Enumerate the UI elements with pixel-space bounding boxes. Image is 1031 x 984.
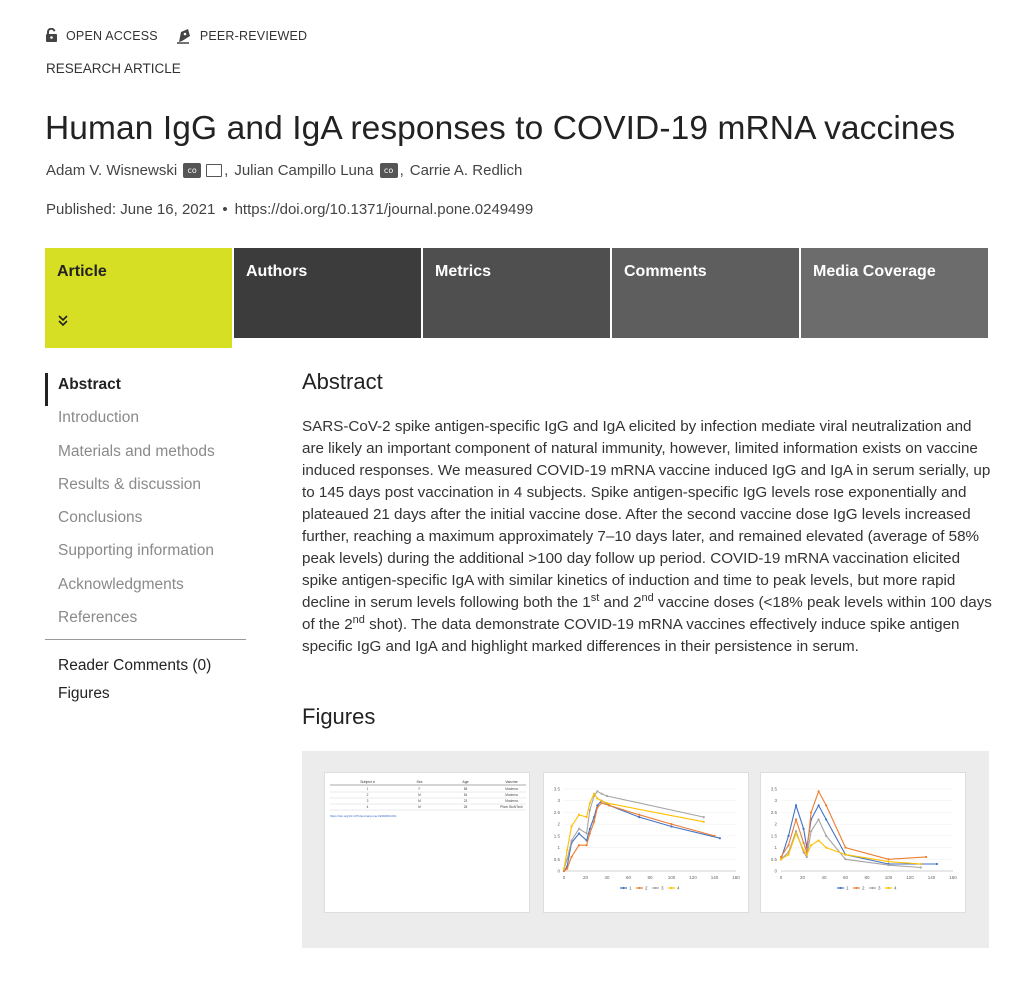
tab-metrics[interactable] bbox=[423, 248, 610, 338]
data-point bbox=[825, 804, 827, 806]
nav-item-supporting-information[interactable]: Supporting information bbox=[58, 542, 214, 560]
y-tick-label: 1.5 bbox=[770, 833, 777, 839]
table-cell: 2 bbox=[366, 793, 369, 797]
nav-item-results-discussion[interactable]: Results & discussion bbox=[58, 475, 202, 493]
y-tick-label: 0 bbox=[774, 868, 777, 874]
superscript: st bbox=[590, 591, 600, 604]
legend-label: 4 bbox=[677, 885, 680, 891]
data-point bbox=[920, 863, 922, 865]
nav-item-references[interactable]: References bbox=[58, 609, 138, 627]
series-line bbox=[781, 820, 921, 868]
data-point bbox=[563, 870, 565, 872]
figure-thumbnail-table[interactable] bbox=[324, 772, 530, 913]
data-point bbox=[887, 861, 889, 863]
data-point bbox=[589, 832, 591, 834]
data-point bbox=[566, 858, 568, 860]
series-line bbox=[564, 791, 704, 868]
y-tick-label: 2 bbox=[774, 821, 777, 827]
table-header-cell: Vaccine bbox=[505, 780, 518, 784]
series-line bbox=[781, 805, 937, 864]
x-tick-label: 20 bbox=[582, 875, 589, 880]
legend-label: 4 bbox=[894, 885, 897, 891]
data-point bbox=[795, 818, 797, 820]
data-point bbox=[578, 814, 580, 816]
author-name[interactable]: Julian Campillo Luna bbox=[234, 162, 374, 179]
data-point bbox=[787, 854, 789, 856]
x-tick-label: 100 bbox=[667, 875, 676, 880]
superscript: nd bbox=[641, 591, 654, 604]
x-tick-label: 140 bbox=[710, 875, 719, 880]
publication-info bbox=[46, 201, 533, 218]
table-cell: 4 bbox=[366, 805, 369, 809]
nav-item-abstract[interactable]: Abstract bbox=[45, 373, 246, 406]
series-line bbox=[564, 803, 715, 871]
data-point bbox=[703, 821, 705, 823]
data-point bbox=[670, 825, 672, 827]
table-cell: 23 bbox=[463, 799, 468, 803]
iga-chart bbox=[761, 773, 966, 913]
x-tick-label: 160 bbox=[949, 875, 957, 880]
pen-icon bbox=[176, 27, 192, 44]
x-tick-label: 40 bbox=[821, 875, 827, 880]
open-access-badge bbox=[45, 28, 158, 43]
tab-label: Metrics bbox=[435, 263, 492, 280]
article-title: Human IgG and IgA responses to COVID-19 mRNA vaccines bbox=[45, 110, 956, 147]
article-tabs bbox=[45, 248, 988, 348]
nav-item-acknowledgments[interactable]: Acknowledgments bbox=[58, 575, 184, 593]
x-tick-label: 60 bbox=[625, 875, 632, 880]
data-point bbox=[563, 868, 565, 870]
mail-icon[interactable] bbox=[206, 164, 222, 177]
abstract-part: shot). The data demonstrate COVID-19 mRNA vaccines effectively induce spike antigen specific IgG and IgA and highlight marked differences in their persistence in serum. bbox=[302, 616, 960, 655]
data-point bbox=[578, 828, 580, 830]
data-point bbox=[606, 802, 608, 804]
y-tick-label: 0 bbox=[557, 868, 560, 874]
data-point bbox=[601, 800, 603, 802]
data-point bbox=[596, 790, 598, 792]
doi-link[interactable]: https://doi.org/10.1371/journal.pone.0249499 bbox=[234, 201, 534, 218]
x-tick-label: 40 bbox=[604, 875, 610, 880]
y-tick-label: 0.5 bbox=[553, 856, 560, 862]
data-point bbox=[787, 835, 789, 837]
superscript: nd bbox=[352, 613, 365, 626]
data-point bbox=[818, 818, 820, 820]
table-cell: 1 bbox=[366, 787, 369, 791]
x-tick-label: 20 bbox=[799, 875, 806, 880]
peer-reviewed-label: PEER-REVIEWED bbox=[199, 28, 308, 43]
table-header-cell: Subject # bbox=[360, 780, 375, 784]
chevron-down-icon bbox=[57, 315, 232, 329]
table-cell: Moderna bbox=[505, 799, 518, 803]
data-point bbox=[780, 856, 782, 858]
data-point bbox=[596, 797, 598, 799]
data-point bbox=[795, 832, 797, 834]
author-list bbox=[46, 162, 522, 179]
data-point bbox=[585, 816, 587, 818]
tab-article[interactable] bbox=[45, 248, 232, 348]
author-name[interactable]: Adam V. Wisnewski bbox=[46, 162, 178, 179]
series-line bbox=[564, 794, 704, 869]
figures-heading: Figures bbox=[302, 704, 376, 729]
nav-item-conclusions[interactable]: Conclusions bbox=[58, 509, 143, 527]
y-tick-label: 3.5 bbox=[553, 786, 560, 792]
data-point bbox=[713, 835, 715, 837]
data-point bbox=[887, 858, 889, 860]
legend-marker bbox=[887, 887, 889, 889]
y-tick-label: 3.5 bbox=[770, 786, 777, 792]
table-cell: 58 bbox=[463, 787, 468, 791]
data-point bbox=[589, 809, 591, 811]
data-point bbox=[795, 830, 797, 832]
abstract-part: and 2 bbox=[599, 594, 642, 611]
table-doi-link: https://doi.org/10.1371/journal.pone.0249499.t001 bbox=[330, 814, 397, 818]
data-point bbox=[844, 854, 846, 856]
data-point bbox=[593, 821, 595, 823]
data-point bbox=[806, 856, 808, 858]
data-point bbox=[810, 811, 812, 813]
data-point bbox=[608, 804, 610, 806]
data-point bbox=[578, 832, 580, 834]
data-point bbox=[818, 790, 820, 792]
data-point bbox=[670, 823, 672, 825]
nav-divider bbox=[45, 639, 246, 640]
table-header-cell: Sex bbox=[416, 780, 423, 784]
tab-label: Authors bbox=[246, 263, 308, 280]
table-cell: 28 bbox=[463, 805, 468, 809]
data-point bbox=[593, 793, 595, 795]
co-author-icon: co bbox=[380, 163, 398, 178]
legend-marker bbox=[670, 887, 672, 889]
table-thumbnail-image bbox=[325, 773, 530, 913]
legend-label: 1 bbox=[629, 885, 632, 891]
legend-marker bbox=[871, 887, 873, 889]
data-point bbox=[601, 793, 603, 795]
data-point bbox=[936, 863, 938, 865]
y-tick-label: 2.5 bbox=[770, 809, 777, 815]
x-tick-label: 140 bbox=[927, 875, 936, 880]
article-badges bbox=[45, 27, 325, 44]
tab-authors[interactable] bbox=[234, 248, 421, 338]
tab-label: Media Coverage bbox=[813, 263, 936, 280]
table-cell: M bbox=[418, 799, 421, 803]
data-point bbox=[920, 866, 922, 868]
x-tick-label: 80 bbox=[864, 875, 870, 880]
tab-label: Comments bbox=[624, 263, 707, 280]
y-tick-label: 1.5 bbox=[553, 833, 560, 839]
legend-marker bbox=[638, 887, 640, 889]
published-label: Published: bbox=[46, 201, 117, 218]
data-point bbox=[589, 802, 591, 804]
section-nav bbox=[45, 373, 246, 710]
x-tick-label: 100 bbox=[884, 875, 893, 880]
y-tick-label: 0.5 bbox=[770, 856, 777, 862]
data-point bbox=[825, 846, 827, 848]
data-point bbox=[780, 858, 782, 860]
data-point bbox=[638, 816, 640, 818]
tab-label: Article bbox=[57, 263, 107, 280]
data-point bbox=[570, 856, 572, 858]
abstract-text bbox=[302, 416, 992, 658]
legend-marker bbox=[622, 887, 624, 889]
figure-thumbnail-igg-chart[interactable] bbox=[543, 772, 749, 913]
data-point bbox=[566, 868, 568, 870]
table-cell: 3 bbox=[366, 799, 369, 803]
abstract-heading: Abstract bbox=[302, 369, 383, 394]
legend-marker bbox=[839, 887, 841, 889]
data-point bbox=[578, 844, 580, 846]
table-cell: F bbox=[418, 787, 421, 791]
data-point bbox=[825, 835, 827, 837]
data-point bbox=[925, 856, 927, 858]
data-point bbox=[570, 825, 572, 827]
data-point bbox=[589, 828, 591, 830]
data-point bbox=[601, 802, 603, 804]
data-point bbox=[606, 795, 608, 797]
open-lock-icon bbox=[45, 28, 58, 43]
x-tick-label: 120 bbox=[689, 875, 697, 880]
data-point bbox=[887, 864, 889, 866]
y-tick-label: 1 bbox=[557, 845, 560, 851]
author[interactable] bbox=[410, 162, 523, 179]
reader-comments-link[interactable]: Reader Comments (0) bbox=[58, 657, 212, 675]
legend-marker bbox=[855, 887, 857, 889]
legend-label: 2 bbox=[645, 885, 648, 891]
figure-thumbnail-iga-chart[interactable] bbox=[760, 772, 966, 913]
y-tick-label: 3 bbox=[774, 798, 777, 804]
open-access-label: OPEN ACCESS bbox=[66, 28, 158, 43]
tab-media-coverage[interactable] bbox=[801, 248, 988, 338]
published-date: June 16, 2021 bbox=[120, 201, 216, 218]
data-point bbox=[570, 839, 572, 841]
data-point bbox=[802, 849, 804, 851]
data-point bbox=[787, 844, 789, 846]
nav-item-materials-methods[interactable]: Materials and methods bbox=[58, 442, 215, 460]
legend-label: 1 bbox=[846, 885, 849, 891]
y-tick-label: 3 bbox=[557, 798, 560, 804]
data-point bbox=[585, 844, 587, 846]
data-point bbox=[802, 842, 804, 844]
author[interactable] bbox=[46, 162, 222, 179]
y-tick-label: 2.5 bbox=[553, 809, 560, 815]
data-point bbox=[818, 804, 820, 806]
x-tick-label: 0 bbox=[562, 875, 566, 880]
legend-marker bbox=[654, 887, 656, 889]
tab-comments[interactable] bbox=[612, 248, 799, 338]
x-tick-label: 80 bbox=[647, 875, 653, 880]
abstract-part: SARS-CoV-2 spike antigen-specific IgG and IgA elicited by infection mediate viral neutralization and are likely an important component of natural immunity, however, limited information exists on vaccine induced responses. We measured COVID-19 mRNA vaccine induced IgG and IgA in serum serially, up to 145 days post vaccination in 4 subjects. Spike antigen-specific IgG levels rose exponentially and plateaued 21 days after the initial vaccine dose. After the second vaccine dose IgG levels increased further, reaching a maximum approximately 7–10 days later, and remained elevated (average of 58% peak levels) during the additional >100 day follow up period. COVID-19 mRNA vaccination elicited spike antigen-specific IgA with similar kinetics of induction and time to peak levels, but more rapid decline in serum levels following both the 1 bbox=[302, 418, 991, 611]
figures-link[interactable]: Figures bbox=[58, 685, 110, 703]
data-point bbox=[818, 839, 820, 841]
data-point bbox=[585, 832, 587, 834]
data-point bbox=[719, 837, 721, 839]
nav-item-introduction[interactable]: Introduction bbox=[58, 409, 139, 427]
data-point bbox=[810, 830, 812, 832]
table-cell: 54 bbox=[463, 793, 468, 797]
bullet-separator: • bbox=[222, 201, 228, 218]
x-tick-label: 60 bbox=[842, 875, 849, 880]
data-point bbox=[596, 807, 598, 809]
data-point bbox=[703, 816, 705, 818]
data-point bbox=[566, 849, 568, 851]
author-separator: , bbox=[224, 162, 229, 179]
author-separator: , bbox=[399, 162, 404, 179]
figure-carousel bbox=[302, 751, 989, 948]
data-point bbox=[825, 818, 827, 820]
data-point bbox=[806, 854, 808, 856]
table-cell: Pfizer BioNTech bbox=[500, 805, 523, 809]
y-tick-label: 1 bbox=[774, 845, 777, 851]
abstract-part: vaccine doses (<18% peak levels within 100 days of the 2 bbox=[302, 594, 992, 633]
legend-label: 2 bbox=[862, 885, 865, 891]
article-type: RESEARCH ARTICLE bbox=[46, 61, 181, 76]
x-tick-label: 0 bbox=[779, 875, 783, 880]
table-cell: M bbox=[418, 793, 421, 797]
table-cell: Moderna bbox=[505, 787, 518, 791]
table-cell: M bbox=[418, 805, 421, 809]
co-author-icon: co bbox=[183, 163, 201, 178]
data-point bbox=[810, 844, 812, 846]
table-cell: Moderna bbox=[505, 793, 518, 797]
legend-label: 3 bbox=[878, 885, 881, 891]
data-point bbox=[844, 846, 846, 848]
legend-label: 3 bbox=[661, 885, 664, 891]
x-tick-label: 160 bbox=[732, 875, 740, 880]
author-name[interactable]: Carrie A. Redlich bbox=[409, 162, 523, 179]
table-header-cell: Age bbox=[462, 780, 469, 784]
data-point bbox=[638, 814, 640, 816]
author[interactable] bbox=[234, 162, 397, 179]
data-point bbox=[795, 804, 797, 806]
y-tick-label: 2 bbox=[557, 821, 560, 827]
data-point bbox=[802, 828, 804, 830]
data-point bbox=[844, 858, 846, 860]
peer-reviewed-badge bbox=[176, 27, 307, 44]
igg-chart bbox=[544, 773, 749, 913]
x-tick-label: 120 bbox=[906, 875, 914, 880]
